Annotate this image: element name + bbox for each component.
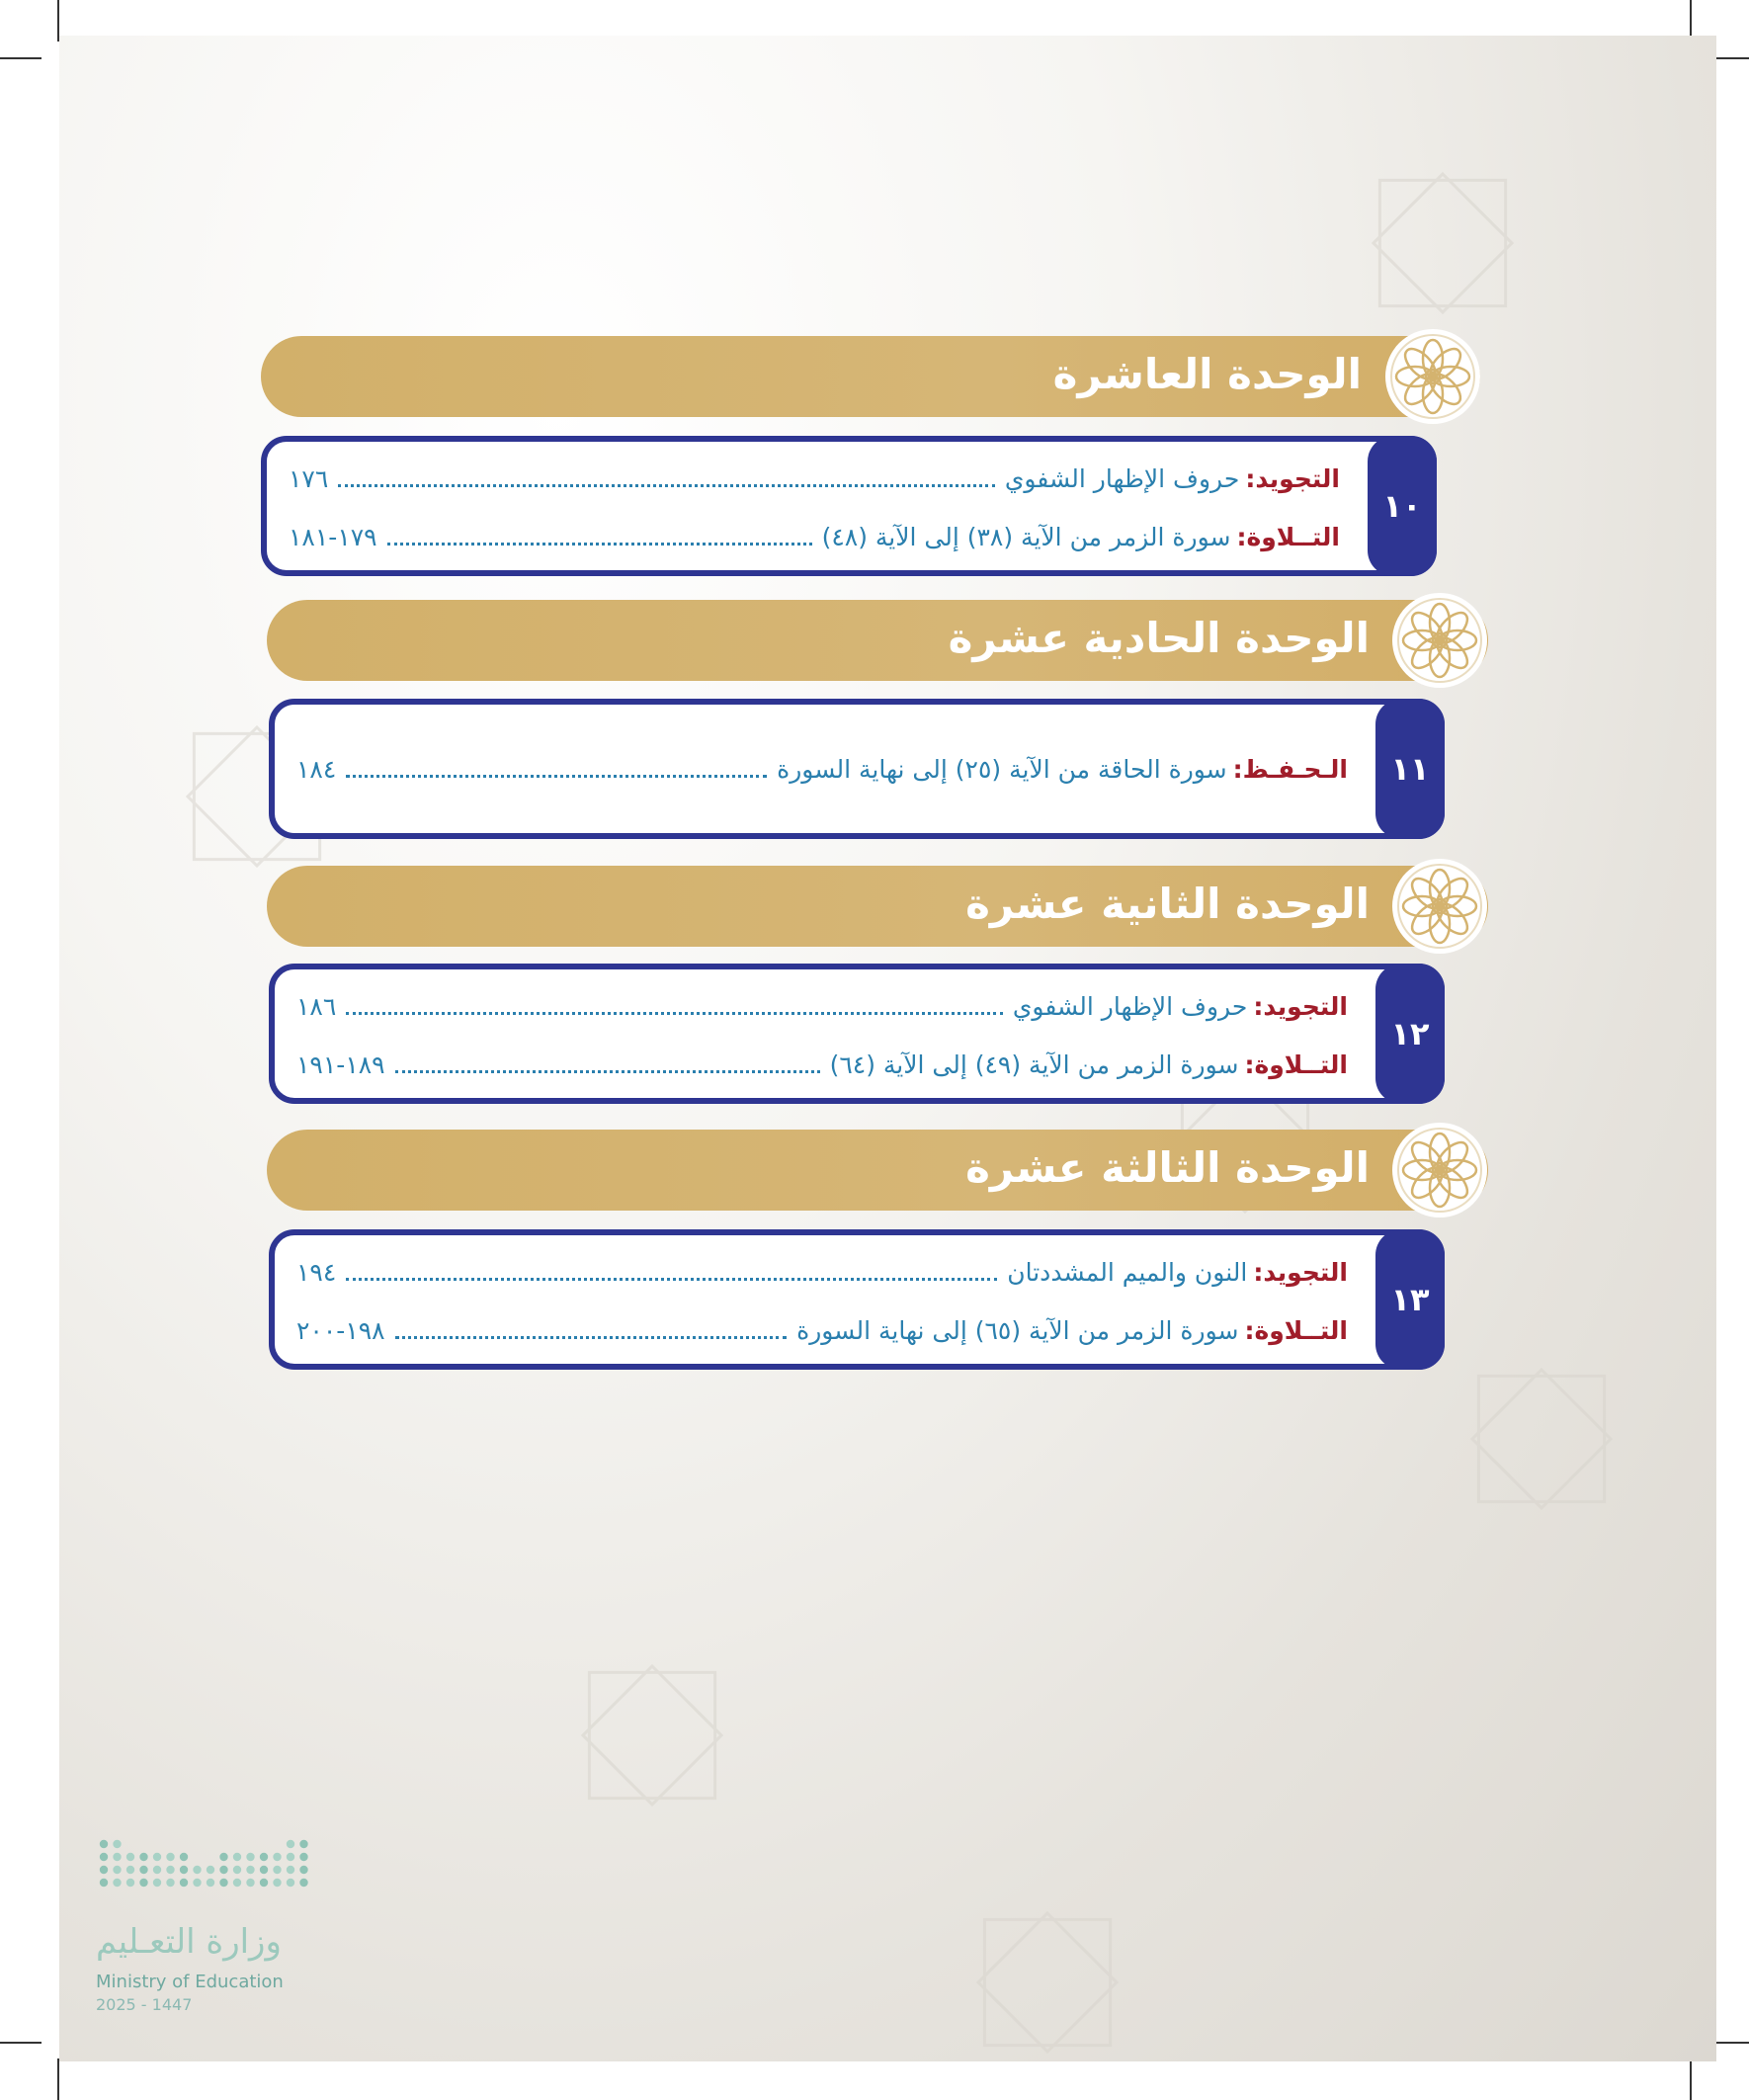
label-colon: : bbox=[1244, 1315, 1255, 1345]
lesson-text: حروف الإظهار الشفوي bbox=[1004, 463, 1240, 493]
label-colon: : bbox=[1232, 754, 1243, 784]
leader-dots bbox=[338, 470, 995, 487]
flower-emblem-icon bbox=[1385, 329, 1480, 424]
crop-mark bbox=[0, 2042, 42, 2044]
unit-title: الوحدة العاشرة bbox=[1052, 350, 1362, 398]
lesson-pages: ١٨٦ bbox=[296, 991, 337, 1021]
lesson-label: التــلاوة bbox=[1254, 1315, 1348, 1345]
flower-emblem-icon bbox=[1392, 1123, 1487, 1218]
lesson-label: التــلاوة bbox=[1254, 1050, 1348, 1079]
flower-emblem-icon bbox=[1392, 859, 1487, 954]
lesson-text: حروف الإظهار الشفوي bbox=[1012, 991, 1248, 1021]
unit-title: الوحدة الثانية عشرة bbox=[965, 880, 1370, 928]
unit-lessons-box bbox=[261, 436, 1437, 576]
lesson-pages: ١٧٦ bbox=[289, 463, 329, 493]
ministry-dots-icon bbox=[96, 1823, 313, 1892]
unit-number: ١١ bbox=[1375, 699, 1445, 839]
unit-lessons-box bbox=[269, 1229, 1445, 1370]
lesson-label: الـحـفـظ bbox=[1242, 754, 1348, 784]
lesson-row[interactable] bbox=[296, 1250, 1348, 1294]
unit-title: الوحدة الحادية عشرة bbox=[948, 614, 1370, 662]
lesson-pages: ١٨٩-١٩١ bbox=[296, 1050, 385, 1079]
crop-mark bbox=[57, 2058, 59, 2100]
label-colon: : bbox=[1253, 991, 1264, 1021]
lesson-label: التجويد bbox=[1263, 991, 1348, 1021]
label-colon: : bbox=[1244, 1050, 1255, 1079]
unit-number: ١٠ bbox=[1368, 436, 1437, 576]
lesson-pages: ١٧٩-١٨١ bbox=[289, 522, 377, 551]
ministry-name-ar: وزارة التعـليم bbox=[96, 1922, 282, 1962]
leader-dots bbox=[346, 761, 767, 778]
lesson-text: سورة الزمر من الآية (٤٩) إلى الآية (٦٤) bbox=[829, 1050, 1239, 1079]
lesson-text: سورة الحاقة من الآية (٢٥) إلى نهاية السورة bbox=[777, 754, 1227, 784]
unit-number: ١٣ bbox=[1375, 1229, 1445, 1370]
unit-header bbox=[267, 866, 1488, 947]
lesson-text: سورة الزمر من الآية (٣٨) إلى الآية (٤٨) bbox=[821, 522, 1231, 551]
flower-emblem-icon bbox=[1392, 593, 1487, 688]
lesson-row[interactable] bbox=[296, 1043, 1348, 1086]
lesson-row[interactable] bbox=[296, 747, 1348, 791]
unit-header bbox=[267, 600, 1488, 681]
unit-title: الوحدة الثالثة عشرة bbox=[965, 1143, 1370, 1192]
lesson-text: النون والميم المشددتان bbox=[1007, 1257, 1248, 1287]
ministry-name-en: Ministry of Education bbox=[96, 1972, 284, 1992]
edition-year: 2025 - 1447 bbox=[96, 1995, 193, 2014]
lesson-text: سورة الزمر من الآية (٦٥) إلى نهاية السورة bbox=[796, 1315, 1239, 1345]
unit-lessons-box bbox=[269, 964, 1445, 1104]
unit-header bbox=[267, 1130, 1488, 1211]
label-colon: : bbox=[1236, 522, 1247, 551]
lesson-row[interactable] bbox=[296, 1308, 1348, 1352]
lesson-row[interactable] bbox=[296, 984, 1348, 1028]
lesson-pages: ١٩٨-٢٠٠ bbox=[296, 1315, 385, 1345]
leader-dots bbox=[395, 1056, 820, 1073]
leader-dots bbox=[346, 1264, 997, 1281]
lesson-label: التجويد bbox=[1255, 463, 1340, 493]
lesson-pages: ١٨٤ bbox=[296, 754, 337, 784]
lesson-row[interactable] bbox=[289, 515, 1340, 558]
label-colon: : bbox=[1245, 463, 1256, 493]
lesson-label: التــلاوة bbox=[1246, 522, 1340, 551]
leader-dots bbox=[395, 1322, 787, 1339]
label-colon: : bbox=[1253, 1257, 1264, 1287]
crop-mark bbox=[1690, 2058, 1692, 2100]
lesson-label: التجويد bbox=[1263, 1257, 1348, 1287]
crop-mark bbox=[0, 57, 42, 59]
leader-dots bbox=[387, 529, 812, 546]
lesson-row[interactable] bbox=[289, 457, 1340, 500]
leader-dots bbox=[346, 998, 1003, 1015]
unit-header bbox=[261, 336, 1480, 417]
unit-number: ١٢ bbox=[1375, 964, 1445, 1104]
unit-lessons-box bbox=[269, 699, 1445, 839]
lesson-pages: ١٩٤ bbox=[296, 1257, 337, 1287]
